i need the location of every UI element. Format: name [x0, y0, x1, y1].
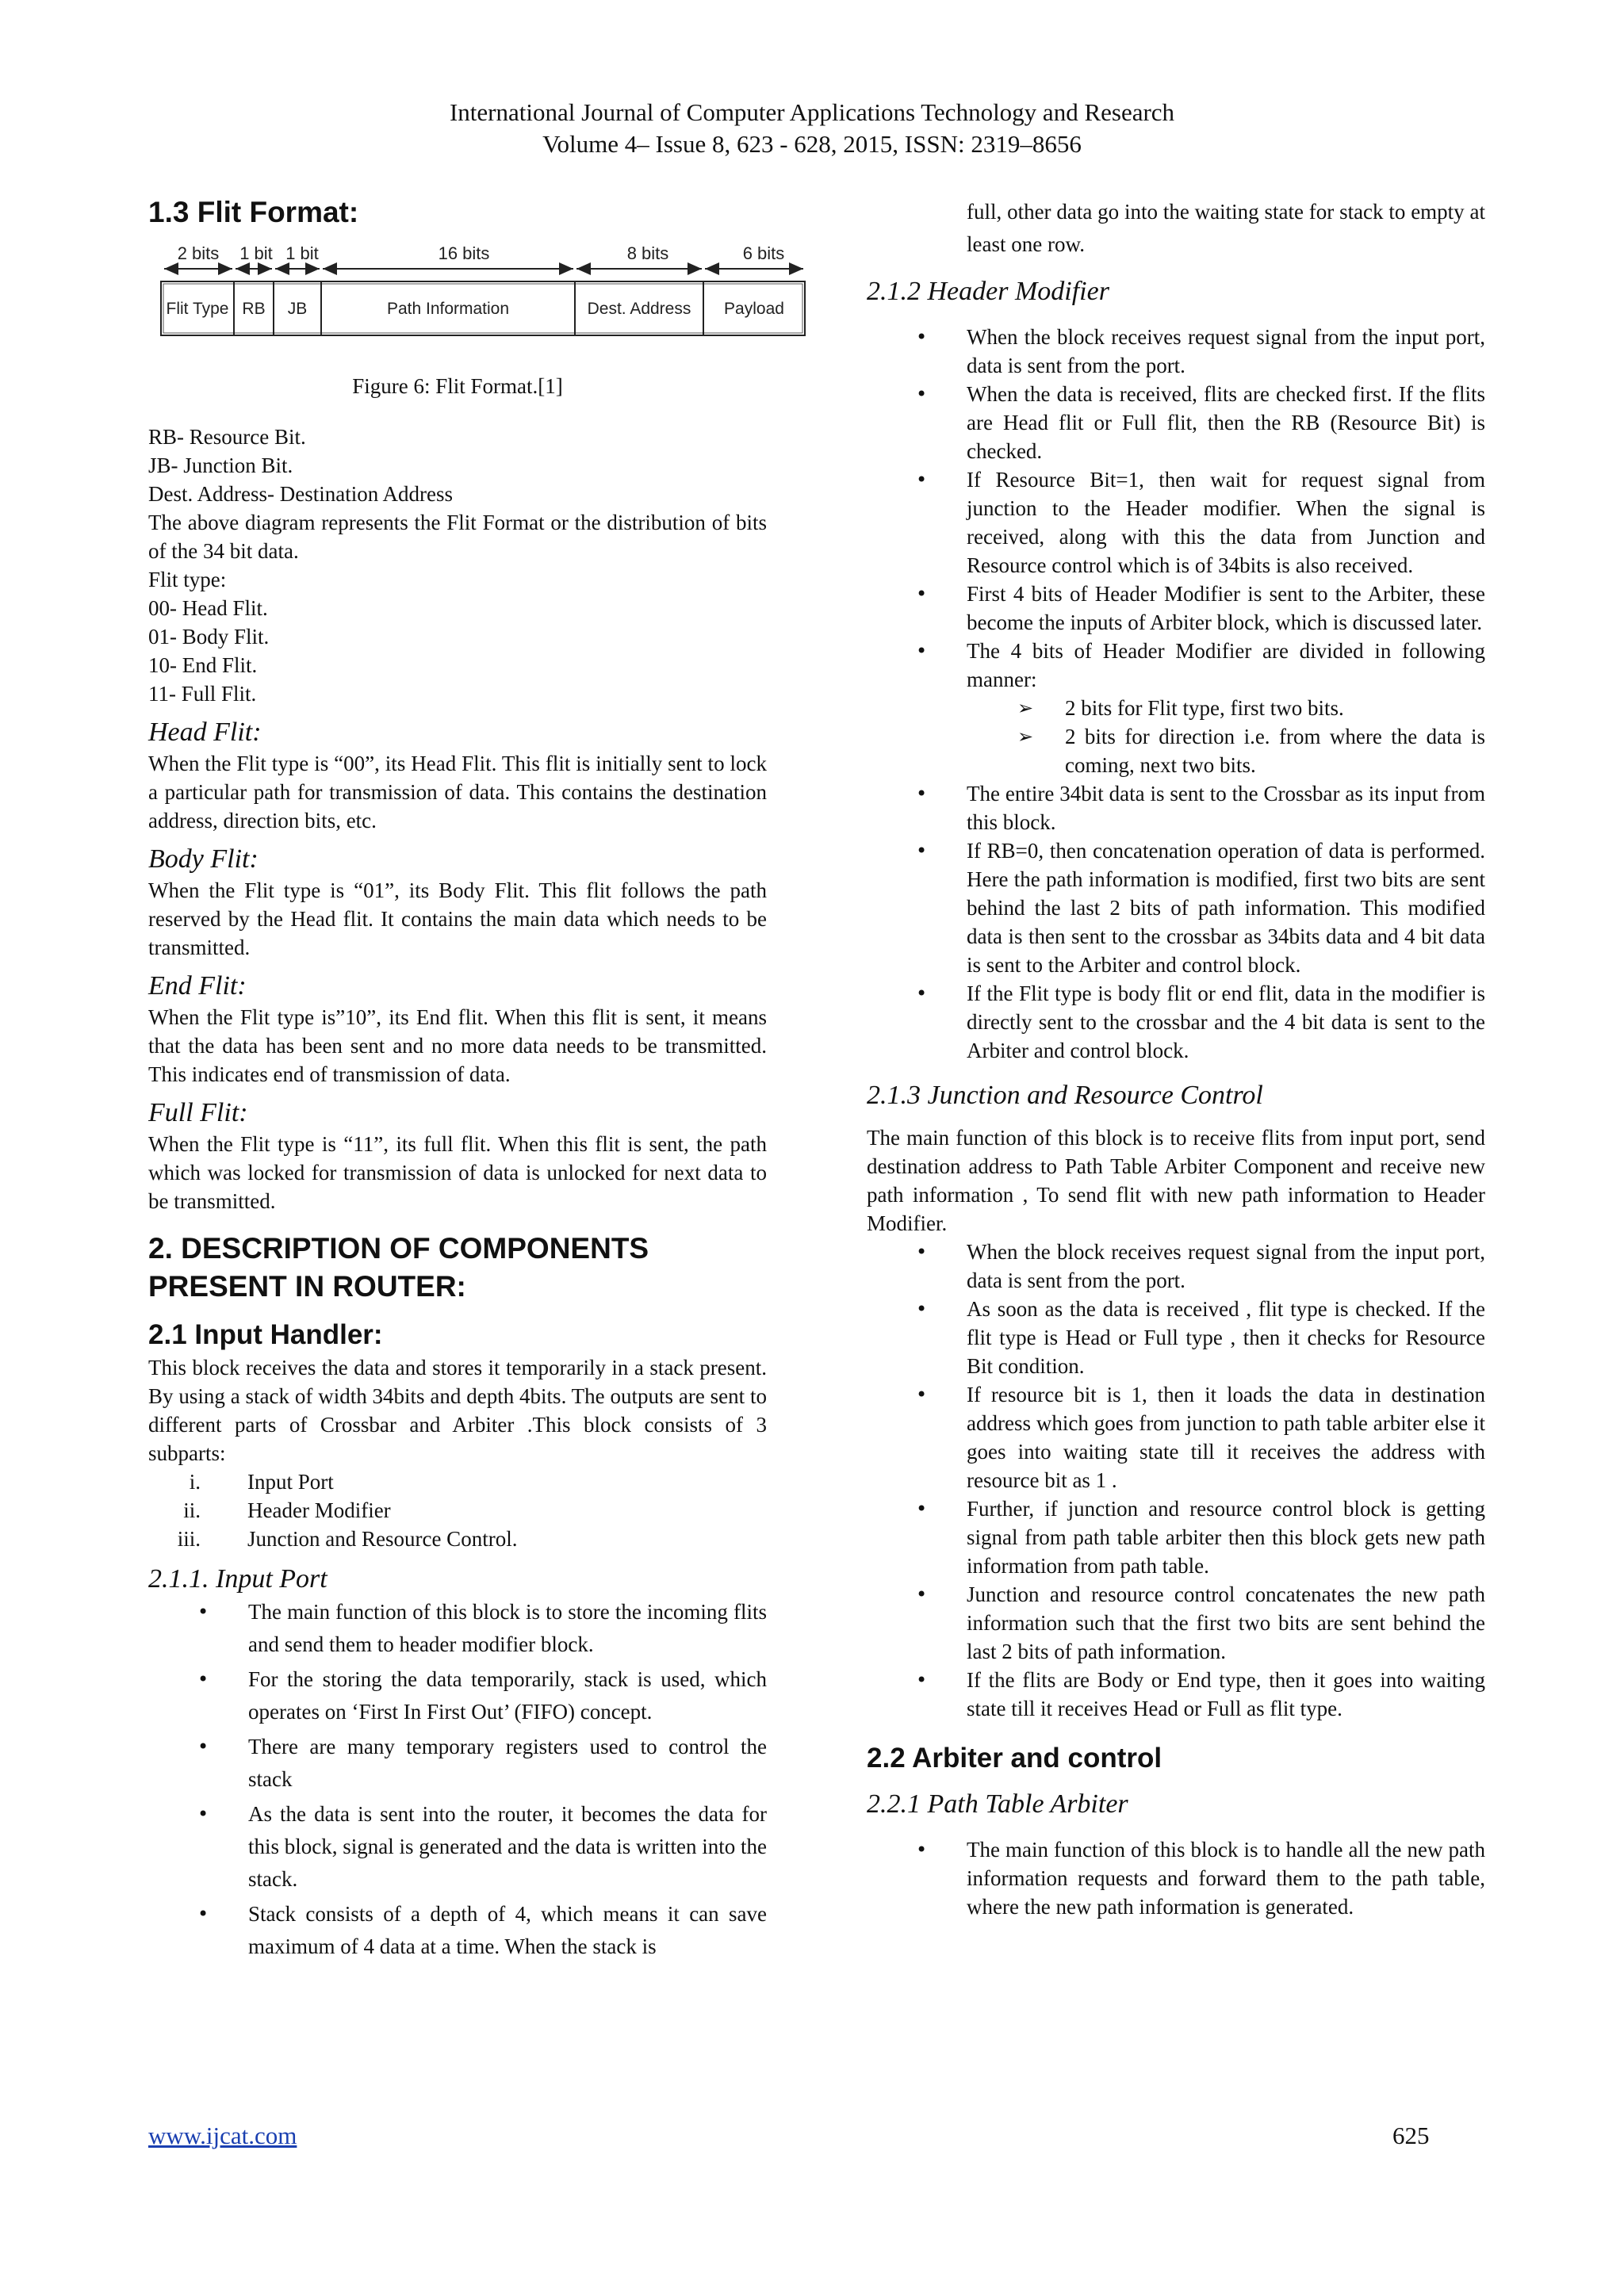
bullet-item: • The entire 34bit data is sent to the Crossbar as its input from this block.	[867, 779, 1485, 836]
body-flit-heading: Body Flit:	[148, 844, 259, 874]
bullet-item: • For the storing the data temporarily, stack is used, which operates on ‘First In First Out’ (FIFO) concept.	[148, 1663, 767, 1728]
bits-label-payload: 6 bits	[742, 243, 785, 263]
bits-label-dest: 8 bits	[626, 243, 669, 263]
continuation-text: full, other data go into the waiting state for stack to empty at least one row.	[967, 200, 1485, 256]
header-modifier-bullets	[867, 323, 1485, 694]
flit-type-00: 00- Head Flit.	[148, 596, 268, 620]
bullet-item: • When the block receives request signal from the input port, data is sent from the port.	[867, 323, 1485, 380]
junction-resource-bullets	[867, 1238, 1485, 1723]
header-modifier-bullets-b	[867, 779, 1485, 1065]
left-column	[148, 194, 785, 1965]
subpart-item	[148, 1496, 767, 1525]
bullet-item: • If RB=0, then concatenation operation of data is performed. Here the path information is modified, first two bits are sent behind the last 2 bits of path information. This modified data is then sent to the crossbar as 34bits data and 4 bit data is sent to the Arbiter and control block.	[867, 836, 1485, 979]
path-table-arbiter-bullets	[867, 1835, 1485, 1921]
flit-type-10: 10- End Flit.	[148, 653, 258, 677]
page-number: 625	[1392, 2122, 1430, 2149]
field-flit-type: Flit Type	[166, 300, 229, 318]
bullet-item: • If resource bit is 1, then it loads the data in destination address which goes from junction to path table arbiter else it goes into waiting state till it receives the address with resource bit as 1 .	[867, 1380, 1485, 1494]
flit-type-01: 01- Body Flit.	[148, 625, 270, 649]
header-bits-arrow-list	[867, 694, 1485, 779]
journal-title: International Journal of Computer Applications Technology and Research	[449, 98, 1175, 126]
arbiter-control-heading: 2.2 Arbiter and control	[867, 1743, 1162, 1774]
subpart-num: ii.	[183, 1498, 201, 1522]
head-flit-text: When the Flit type is “00”, its Head Flit. This flit is initially sent to lock a particular path for transmission of data. This contains the destination address, direction bits, etc.	[148, 752, 767, 832]
field-payload: Payload	[724, 300, 784, 318]
flit-type-label: Flit type:	[148, 568, 227, 591]
subpart-num: iii.	[177, 1527, 201, 1551]
input-handler-text: This block receives the data and stores it temporarily in a stack present. By using a stack of width 34bits and depth 4bits. The outputs are sent to different parts of Crossbar and Arbiter .This block consists of 3 subparts:	[148, 1356, 767, 1465]
subpart-text: Header Modifier	[247, 1498, 391, 1522]
bullet-item: • When the block receives request signal from the input port, data is sent from the port.	[867, 1238, 1485, 1295]
subpart-text: Input Port	[247, 1470, 334, 1494]
bullet-item: • The 4 bits of Header Modifier are divided in following manner:	[867, 637, 1485, 694]
bits-label-rb: 1 bit	[239, 243, 273, 263]
input-port-heading: 2.1.1. Input Port	[148, 1564, 327, 1594]
full-flit-heading: Full Flit:	[148, 1098, 248, 1127]
bullet-item: • If Resource Bit=1, then wait for request signal from junction to the Header modifier. When the signal is received, along with this the data from Junction and Resource control which is of 34bits is also received.	[867, 465, 1485, 580]
flit-type-11: 11- Full Flit.	[148, 682, 257, 706]
section-2-heading-line1: 2. DESCRIPTION OF COMPONENTS	[148, 1232, 649, 1265]
end-flit-text: When the Flit type is”10”, its End flit. When this flit is sent, it means that the data has been sent and no more data needs to be transmitted. This indicates end of transmission of data.	[148, 1005, 767, 1086]
arrow-item: ➢ 2 bits for direction i.e. from where the data is coming, next two bits.	[867, 722, 1485, 779]
field-rb: RB	[242, 300, 266, 318]
bullet-item: • The main function of this block is to handle all the new path information requests and forward them to the path table, where the new path information is generated.	[867, 1835, 1485, 1921]
input-handler-heading: 2.1 Input Handler:	[148, 1319, 383, 1350]
junction-resource-heading: 2.1.3 Junction and Resource Control	[867, 1081, 1263, 1110]
journal-volume: Volume 4– Issue 8, 623 - 628, 2015, ISSN: 2319–8656	[542, 130, 1082, 158]
journal-header	[0, 97, 1624, 160]
bits-label-path: 16 bits	[438, 243, 490, 263]
subpart-item	[148, 1468, 767, 1496]
full-flit-text: When the Flit type is “11”, its full flit. When this flit is sent, the path which was locked for transmission of data is unlocked for next data to be transmitted.	[148, 1132, 767, 1213]
subpart-num: i.	[189, 1470, 201, 1494]
bullet-item: • First 4 bits of Header Modifier is sent to the Arbiter, these become the inputs of Arbiter block, which is discussed later.	[867, 580, 1485, 637]
section-2-heading-line2: PRESENT IN ROUTER:	[148, 1270, 466, 1303]
subpart-text: Junction and Resource Control.	[247, 1527, 518, 1551]
bullet-item: • Junction and resource control concatenates the new path information such that the first two bits are sent behind the last 2 bits of path information.	[867, 1580, 1485, 1666]
subparts-list	[148, 1468, 767, 1553]
journal-website-link[interactable]: www.ijcat.com	[148, 2122, 297, 2149]
bullet-item: • When the data is received, flits are checked first. If the flits are Head flit or Full flit, then the RB (Resource Bit) is checked.	[867, 380, 1485, 465]
junction-resource-text: The main function of this block is to receive flits from input port, send destination address to Path Table Arbiter Component and receive new path information , To send flit with new path information to Header Modifier.	[867, 1126, 1485, 1235]
def-dest: Dest. Address- Destination Address	[148, 482, 453, 506]
end-flit-heading: End Flit:	[148, 971, 247, 1001]
input-port-bullets	[148, 1596, 767, 1963]
bullet-item: • There are many temporary registers used to control the stack	[148, 1731, 767, 1796]
right-column	[867, 196, 1485, 1921]
bullet-item: • Further, if junction and resource control block is getting signal from path table arbiter then this block gets new path information from path table.	[867, 1494, 1485, 1580]
field-dest-address: Dest. Address	[587, 300, 691, 318]
bullet-item: • As soon as the data is received , flit type is checked. If the flit type is Head or Full type , then it checks for Resource Bit condition.	[867, 1295, 1485, 1380]
header-modifier-heading: 2.1.2 Header Modifier	[867, 277, 1109, 306]
bits-label-flit-type: 2 bits	[177, 243, 220, 263]
field-jb: JB	[287, 300, 308, 318]
head-flit-heading: Head Flit:	[148, 718, 262, 747]
bits-label-jb: 1 bit	[285, 243, 319, 263]
bullet-item: • If the flits are Body or End type, then it goes into waiting state till it receives Head or Full as flit type.	[867, 1666, 1485, 1723]
def-rb: RB- Resource Bit.	[148, 425, 306, 449]
bullet-item: • As the data is sent into the router, it becomes the data for this block, signal is generated and the data is written into the stack.	[148, 1798, 767, 1896]
field-path-information: Path Information	[386, 300, 510, 318]
bullet-item: • Stack consists of a depth of 4, which means it can save maximum of 4 data at a time. When the stack is	[148, 1898, 767, 1963]
def-jb: JB- Junction Bit.	[148, 453, 293, 477]
section-2-heading	[148, 1230, 767, 1306]
subpart-item	[148, 1525, 767, 1553]
figure-caption: Figure 6: Flit Format.[1]	[352, 374, 563, 398]
flit-format-diagram	[155, 237, 813, 339]
diagram-description: The above diagram represents the Flit Format or the distribution of bits of the 34 bit data.	[148, 511, 767, 563]
bullet-item: • The main function of this block is to store the incoming flits and send them to header modifier block.	[148, 1596, 767, 1661]
flit-format-heading: 1.3 Flit Format:	[148, 196, 359, 228]
path-table-arbiter-heading: 2.2.1 Path Table Arbiter	[867, 1789, 1128, 1819]
arrow-item: ➢ 2 bits for Flit type, first two bits.	[867, 694, 1485, 722]
body-flit-text: When the Flit type is “01”, its Body Flit. This flit follows the path reserved by the Head flit. It contains the main data which needs to be transmitted.	[148, 878, 767, 959]
bullet-item: • If the Flit type is body flit or end flit, data in the modifier is directly sent to the crossbar and the 4 bit data is sent to the Arbiter and control block.	[867, 979, 1485, 1065]
